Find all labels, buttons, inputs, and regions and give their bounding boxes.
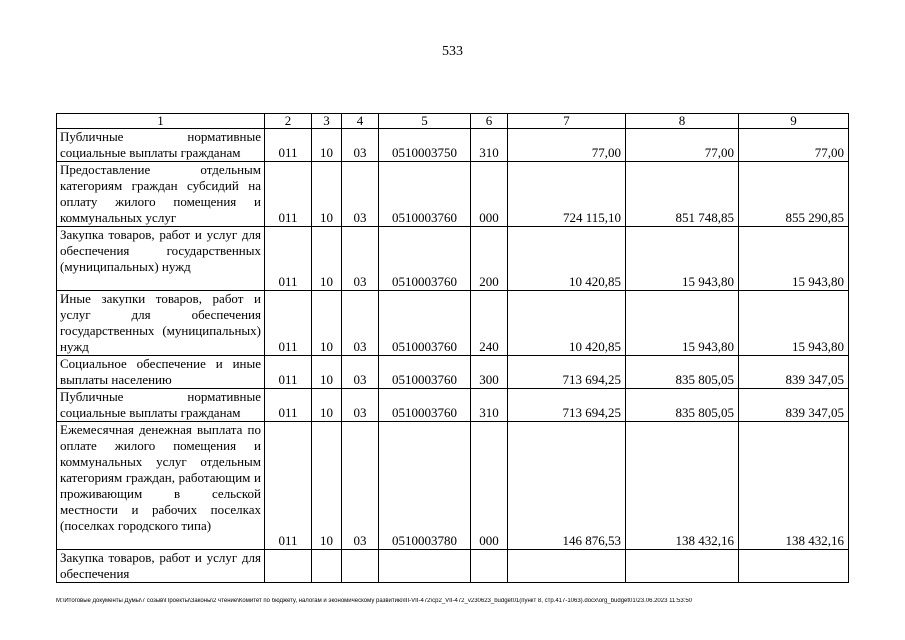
row-value-cell: 855 290,85 [739,162,849,227]
row-value-cell: 839 347,05 [739,356,849,389]
row-value-cell: 15 943,80 [626,291,739,356]
row-value-cell [508,550,626,583]
header-cell: 1 [57,114,265,129]
row-value-cell: 03 [342,162,379,227]
row-value-cell: 000 [471,162,508,227]
row-value-cell: 03 [342,389,379,422]
row-value-cell [265,550,312,583]
row-value-cell: 000 [471,422,508,550]
row-value-cell: 77,00 [626,129,739,162]
row-value-cell: 138 432,16 [626,422,739,550]
row-value-cell: 011 [265,422,312,550]
row-value-cell: 15 943,80 [626,227,739,291]
row-value-cell: 011 [265,227,312,291]
row-value-cell: 300 [471,356,508,389]
table-row [57,389,849,422]
row-value-cell [342,550,379,583]
row-value-cell [379,550,471,583]
row-value-cell: 240 [471,291,508,356]
row-value-cell: 10 [312,389,342,422]
header-cell: 5 [379,114,471,129]
row-value-cell: 0510003760 [379,356,471,389]
header-cell: 9 [739,114,849,129]
row-value-cell: 0510003760 [379,162,471,227]
row-value-cell: 10 420,85 [508,227,626,291]
row-value-cell [739,550,849,583]
row-value-cell: 03 [342,129,379,162]
row-value-cell: 15 943,80 [739,291,849,356]
header-cell: 3 [312,114,342,129]
row-value-cell: 03 [342,291,379,356]
table-row [57,422,849,550]
document-path-footer: M:\Итоговые документы Думы\7 созыв\Проекты\Законы\2 чтение\Комитет по бюджету, налогам и экономическому развитию\III-VII-472\ср2_VII-472_v230623_budget01(пункт 8, стр.417-1063).docx\org_budget01\23.06.2023 11:53:50 [56,598,692,604]
table-row [57,227,849,291]
row-name-cell: Закупка товаров, работ и услуг для обеспечения [57,550,265,583]
row-value-cell: 10 [312,129,342,162]
row-name-cell: Иные закупки товаров, работ и услуг для обеспечения государственных (муниципальных) нужд [57,291,265,356]
table-row [57,356,849,389]
row-name-cell: Предоставление отдельным категориям граждан субсидий на оплату жилого помещения и коммунальных услуг [57,162,265,227]
table-row [57,550,849,583]
table-row [57,162,849,227]
row-value-cell: 713 694,25 [508,389,626,422]
page-number: 533 [442,44,463,59]
row-name-cell: Ежемесячная денежная выплата по оплате жилого помещения и коммунальных услуг отдельным категориям граждан, работающим и проживающим в сельской местности и рабочих поселках (поселках городского типа) [57,422,265,550]
header-cell: 6 [471,114,508,129]
row-value-cell: 10 [312,162,342,227]
row-value-cell: 011 [265,356,312,389]
row-value-cell: 0510003750 [379,129,471,162]
row-value-cell: 0510003760 [379,227,471,291]
row-value-cell: 835 805,05 [626,389,739,422]
row-value-cell: 0510003780 [379,422,471,550]
row-value-cell: 0510003760 [379,389,471,422]
row-value-cell: 03 [342,422,379,550]
row-value-cell: 200 [471,227,508,291]
row-value-cell: 835 805,05 [626,356,739,389]
row-value-cell: 15 943,80 [739,227,849,291]
row-value-cell: 011 [265,129,312,162]
row-value-cell [626,550,739,583]
row-value-cell: 011 [265,389,312,422]
row-value-cell: 713 694,25 [508,356,626,389]
header-cell: 8 [626,114,739,129]
table-row [57,129,849,162]
table-row [57,291,849,356]
row-value-cell: 77,00 [508,129,626,162]
row-name-cell: Публичные нормативные социальные выплаты гражданам [57,389,265,422]
budget-table [56,113,849,583]
row-name-cell: Публичные нормативные социальные выплаты гражданам [57,129,265,162]
row-value-cell: 839 347,05 [739,389,849,422]
row-name-cell: Закупка товаров, работ и услуг для обеспечения государственных (муниципальных) нужд [57,227,265,291]
row-value-cell: 310 [471,389,508,422]
header-cell: 4 [342,114,379,129]
header-cell: 2 [265,114,312,129]
row-value-cell: 138 432,16 [739,422,849,550]
row-value-cell: 77,00 [739,129,849,162]
row-value-cell: 851 748,85 [626,162,739,227]
row-value-cell: 310 [471,129,508,162]
row-value-cell: 03 [342,227,379,291]
row-value-cell: 10 [312,291,342,356]
table-header-row [57,114,849,129]
row-value-cell: 011 [265,291,312,356]
row-value-cell: 011 [265,162,312,227]
row-name-cell: Социальное обеспечение и иные выплаты населению [57,356,265,389]
row-value-cell: 10 [312,227,342,291]
row-value-cell: 0510003760 [379,291,471,356]
header-cell: 7 [508,114,626,129]
row-value-cell [471,550,508,583]
row-value-cell [312,550,342,583]
row-value-cell: 10 420,85 [508,291,626,356]
row-value-cell: 03 [342,356,379,389]
row-value-cell: 724 115,10 [508,162,626,227]
row-value-cell: 10 [312,422,342,550]
row-value-cell: 10 [312,356,342,389]
row-value-cell: 146 876,53 [508,422,626,550]
